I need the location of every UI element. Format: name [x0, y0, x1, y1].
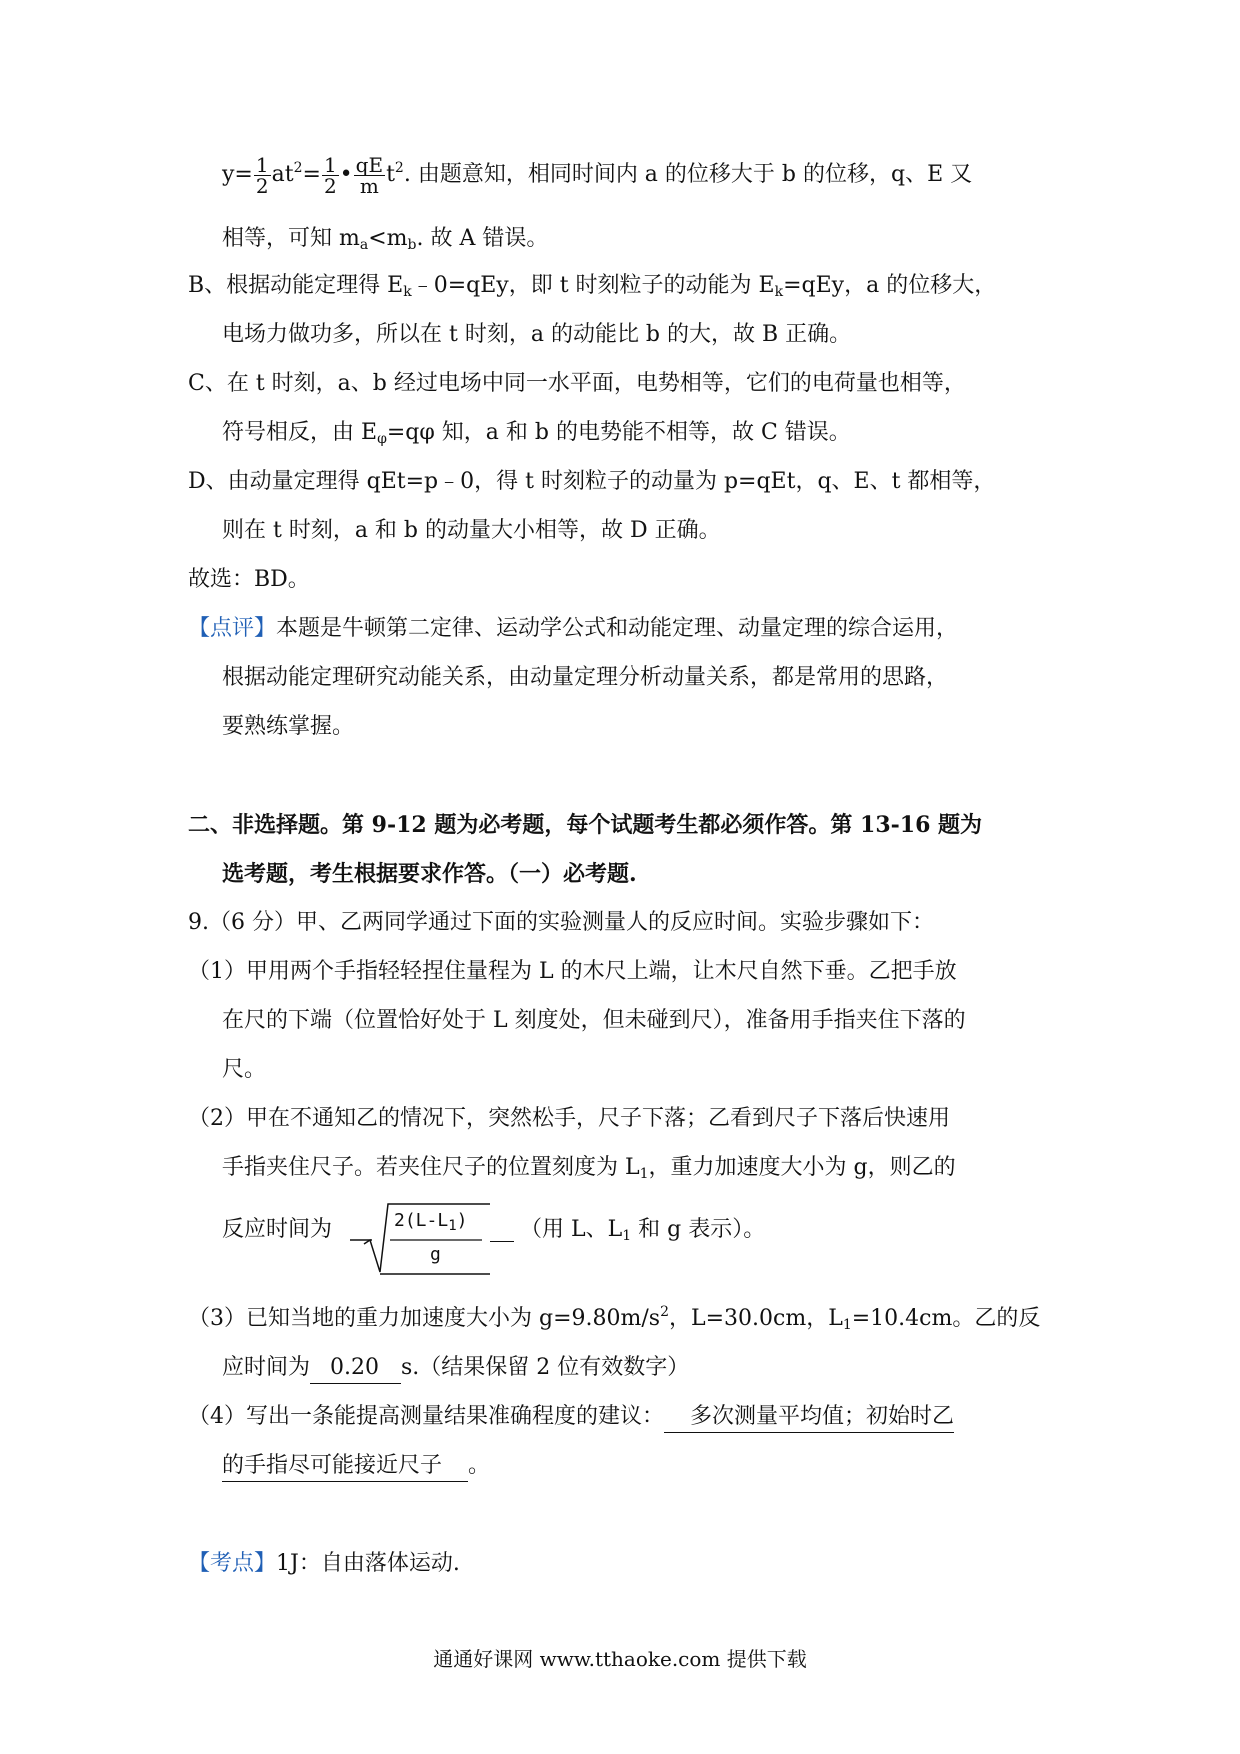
eq-at: at — [271, 162, 294, 187]
eq-dot: • — [339, 162, 353, 187]
text: 相等，可知 m — [222, 226, 360, 251]
kaodian-tag: 【考点】 — [188, 1551, 277, 1576]
fraction-numerator: 1 — [255, 152, 269, 177]
comment-line3: 要熟练掌握。 — [222, 714, 355, 739]
text: =qφ 知，a 和 b 的电势能不相等，故 C 错误。 — [386, 420, 851, 445]
question-9-stem: 9.（6 分）甲、乙两同学通过下面的实验测量人的反应时间。实验步骤如下： — [188, 910, 934, 935]
text: =qEy，a 的位移大， — [783, 273, 997, 298]
answer-blank-3: 0.20 — [310, 1353, 401, 1384]
question-9-part1-line1: （1）甲用两个手指轻轻捏住量程为 L 的木尺上端，让木尺自然下垂。乙把手放 — [188, 959, 957, 984]
question-9-part2-line1: （2）甲在不通知乙的情况下，突然松手，尺子下落；乙看到尺子下落后快速用 — [188, 1106, 950, 1131]
text: 手指夹住尺子。若夹住尺子的位置刻度为 L — [222, 1155, 640, 1180]
solution-a-line1 — [222, 150, 972, 200]
text: 应时间为 — [222, 1355, 311, 1380]
text: =10.4cm。乙的反 — [851, 1306, 1041, 1331]
subscript: b — [407, 237, 417, 253]
eq-t: t — [386, 162, 395, 187]
subscript: 1 — [842, 1317, 852, 1333]
text: （用 L、L — [520, 1217, 623, 1242]
text: s.（结果保留 2 位有效数字） — [401, 1355, 690, 1380]
text: 2(L-L — [394, 1210, 449, 1231]
fraction-half — [254, 152, 271, 198]
text: （3）已知当地的重力加速度大小为 g=9.80m/s — [188, 1306, 661, 1331]
fraction-denominator: 2 — [323, 173, 337, 198]
text: B、根据动能定理得 E — [188, 273, 404, 298]
eq-superscript: 2 — [293, 160, 303, 176]
solution-c-line2 — [222, 418, 851, 448]
eq-equals: = — [302, 162, 321, 187]
answer-blank-4b: 的手指尽可能接近尺子 — [222, 1451, 468, 1482]
superscript: 2 — [660, 1304, 669, 1320]
question-9-part2-line3-pre: 反应时间为 — [222, 1217, 333, 1242]
solution-b-line2: 电场力做功多，所以在 t 时刻，a 的动能比 b 的大，故 B 正确。 — [222, 322, 852, 347]
kaodian-line — [188, 1549, 460, 1579]
subscript: 1 — [622, 1228, 632, 1244]
subscript: a — [359, 237, 369, 253]
fraction-denominator: m — [359, 173, 379, 198]
text: （4）写出一条能提高测量结果准确程度的建议： — [188, 1404, 664, 1429]
solution-d-line1: D、由动量定理得 qEt=p﹣0，得 t 时刻粒子的动量为 p=qEt，q、E、t 都相等， — [188, 469, 996, 494]
text: ﹣0=qEy，即 t 时刻粒子的动能为 E — [411, 273, 775, 298]
answer-blank-tail — [490, 1241, 514, 1242]
comment-line2: 根据动能定理研究动能关系，由动量定理分析动量关系，都是常用的思路， — [222, 665, 949, 690]
section-heading-line1: 二、非选择题。第 9-12 题为必考题，每个试题考生都必须作答。第 13-16 题为 — [188, 812, 983, 838]
fraction-denominator: 2 — [255, 173, 269, 198]
answer-blank-4a: 多次测量平均值；初始时乙 — [664, 1402, 954, 1433]
text: ，重力加速度大小为 g，则乙的 — [648, 1155, 956, 1180]
fraction-numerator: qE — [355, 152, 384, 177]
subscript: 1 — [639, 1166, 649, 1182]
question-9-part3-line2 — [222, 1353, 689, 1384]
answer-line: 故选：BD。 — [188, 567, 310, 592]
eq-superscript-2: 2 — [394, 160, 404, 176]
subscript: 1 — [448, 1218, 457, 1234]
question-9-part4-line2 — [222, 1451, 490, 1482]
sqrt-denominator: g — [430, 1244, 441, 1265]
question-9-part1-line2: 在尺的下端（位置恰好处于 L 刻度处，但未碰到尺），准备用手指夹住下落的 — [222, 1008, 966, 1033]
sqrt-answer — [350, 1200, 490, 1276]
subscript: k — [774, 284, 784, 300]
question-9-part2-line3-post — [520, 1215, 765, 1245]
text: . 故 A 错误。 — [416, 226, 549, 251]
fraction-half-2 — [322, 152, 339, 198]
fraction-numerator: 1 — [323, 152, 337, 177]
comment-text: 本题是牛顿第二定律、运动学公式和动能定理、动量定理的综合运用， — [276, 616, 959, 641]
text: 和 g 表示）。 — [631, 1217, 766, 1242]
eq-y: y= — [222, 162, 253, 187]
footer-source: 通通好课网 www.tthaoke.com 提供下载 — [433, 1647, 807, 1671]
comment-tag: 【点评】 — [188, 616, 277, 641]
solution-c-line1: C、在 t 时刻，a、b 经过电场中同一水平面，电势相等，它们的电荷量也相等， — [188, 371, 966, 396]
text: <m — [368, 226, 408, 251]
subscript: φ — [377, 431, 387, 447]
fraction-qe-m — [354, 152, 385, 198]
sqrt-numerator — [394, 1210, 468, 1234]
text: ) — [456, 1210, 468, 1231]
question-9-part1-line3: 尺。 — [222, 1057, 267, 1082]
solution-a-text: . 由题意知，相同时间内 a 的位移大于 b 的位移，q、E 又 — [403, 162, 973, 187]
kaodian-text: 1J：自由落体运动. — [276, 1551, 460, 1576]
solution-a-line2 — [222, 224, 548, 254]
text: 。 — [468, 1453, 491, 1478]
text: 符号相反，由 E — [222, 420, 378, 445]
question-9-part3-line1 — [188, 1304, 1040, 1334]
text: ，L=30.0cm，L — [668, 1306, 843, 1331]
section-heading-line2: 选考题，考生根据要求作答。（一）必考题. — [222, 861, 637, 887]
comment-line1 — [188, 614, 958, 644]
subscript: k — [403, 284, 412, 300]
solution-b-line1 — [188, 271, 996, 301]
question-9-part4-line1 — [188, 1402, 954, 1433]
solution-d-line2: 则在 t 时刻，a 和 b 的动量大小相等，故 D 正确。 — [222, 518, 721, 543]
question-9-part2-line2 — [222, 1153, 956, 1183]
